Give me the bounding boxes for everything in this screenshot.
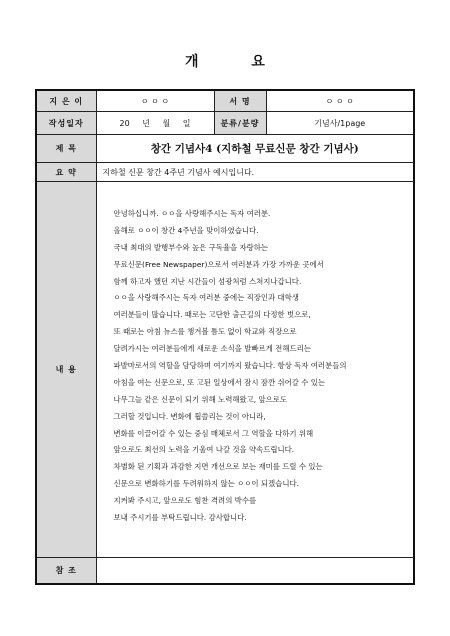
- content-line: 파발마로서의 역할을 담당하며 여기까지 왔습니다. 항상 독자 여러분들의: [113, 361, 347, 371]
- content-label: 내 용: [36, 182, 96, 558]
- content-line: 여러분들이 많습니다. 때로는 고단한 출근길의 다정한 벗으로,: [113, 310, 311, 320]
- content-line: 차별화 된 기획과 과감한 지면 개선으로 보는 재미를 드릴 수 있는: [113, 462, 323, 472]
- content-body: [97, 182, 414, 527]
- category-label: 분류/분량: [214, 112, 266, 135]
- category-value: 기념사/1page: [266, 112, 414, 135]
- content-line: 보내 주시기를 부탁드립니다. 감사합니다.: [113, 513, 247, 523]
- summary-form: [35, 89, 415, 585]
- content-line: 아침을 여는 신문으로, 또 고된 일상에서 잠시 잠깐 쉬어갈 수 있는: [113, 377, 325, 387]
- content-line: 달려가시는 여러분들에게 새로운 소식을 발빠르게 전해드리는: [113, 344, 311, 354]
- content-line: 국내 최대의 발행부수와 높은 구독율을 자랑하는: [113, 242, 269, 252]
- reference-label: 참 조: [36, 558, 96, 585]
- summary-label: 요 약: [36, 163, 96, 182]
- signature-label: 서 명: [214, 90, 266, 112]
- reference-value: [96, 558, 414, 585]
- content-line: 변화를 이끌어갈 수 있는 중심 매체로서 그 역할을 다하기 위해: [113, 428, 314, 438]
- content-line: 앞으로도 최선의 노력을 기울여 나갈 것을 약속드립니다.: [113, 445, 295, 455]
- title-value: 창간 기념사4 (지하철 무료신문 창간 기념사): [96, 135, 414, 163]
- content-line: 무료신문(Free Newspaper)으로서 여러분과 가장 가까운 곳에서: [113, 259, 324, 269]
- author-value: ㅇ ㅇ ㅇ: [96, 90, 214, 112]
- content-line: 올해로 ㅇㅇ이 창간 4주년을 맞이하였습니다.: [113, 225, 259, 235]
- content-line: 신문으로 변화하기를 두려워하지 않는 ㅇㅇ이 되겠습니다.: [113, 479, 299, 489]
- page-title: 개 요: [185, 54, 289, 70]
- author-label: 지 은 이: [36, 90, 96, 112]
- summary-value: 지하철 신문 창간 4주년 기념사 예시입니다.: [96, 163, 414, 182]
- content-line: 지켜봐 주시고, 앞으로도 힘찬 격려의 박수를: [113, 496, 257, 506]
- title-label: 제 목: [36, 135, 96, 163]
- date-label: 작성일자: [36, 112, 96, 135]
- content-cell: [96, 182, 414, 558]
- content-line: 나무그늘 같은 신문이 되기 위해 노력해왔고, 앞으로도: [113, 394, 288, 404]
- content-line: 함께 하고자 했던 지난 시간들이 섬광처럼 스쳐지나갑니다.: [113, 276, 302, 286]
- content-line: 또 때로는 아침 뉴스를 챙겨볼 틈도 없이 학교와 직장으로: [113, 327, 297, 337]
- content-line: 그러할 것입니다. 변화에 휩쓸리는 것이 아니라,: [113, 411, 266, 421]
- date-value: 20 년 월 일: [96, 112, 214, 135]
- content-line: ㅇㅇ을 사랑해주시는 독자 여러분 중에는 직장인과 대학생: [113, 293, 299, 303]
- signature-value: ㅇ ㅇ ㅇ: [266, 90, 414, 112]
- content-line: 안녕하십니까. ㅇㅇ을 사랑해주시는 독자 여러분.: [113, 209, 271, 218]
